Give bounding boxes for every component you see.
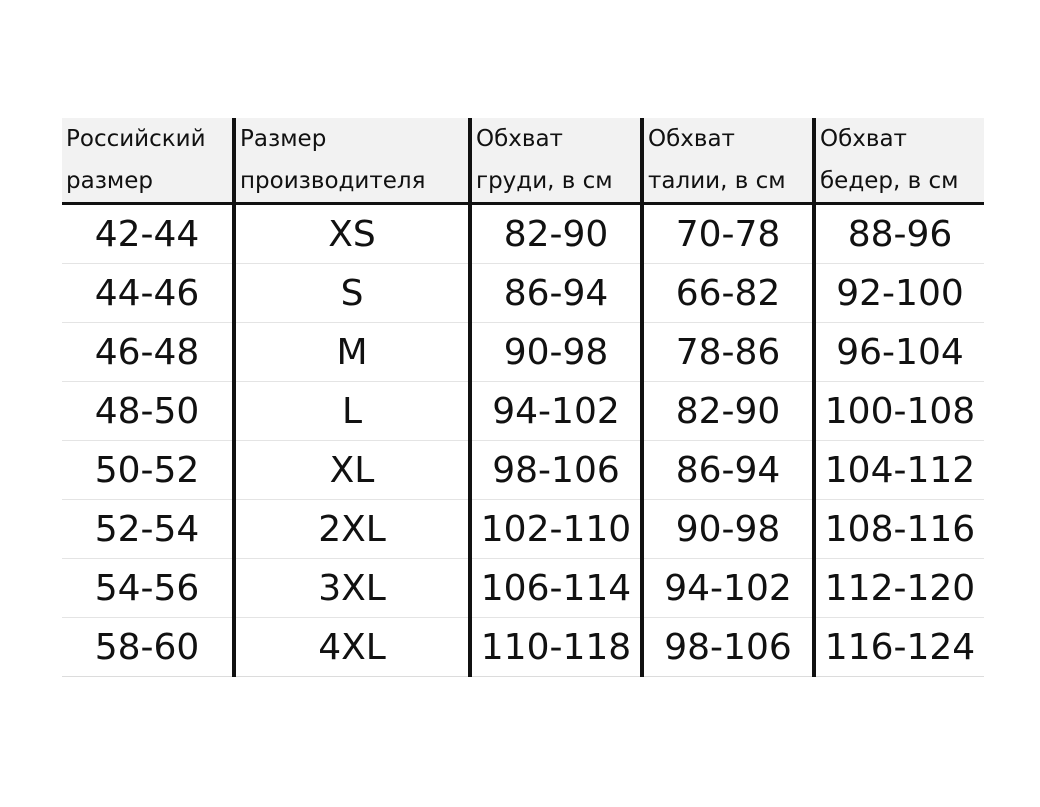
cell-hip-girth: 100-108 xyxy=(814,382,984,441)
cell-waist-girth: 86-94 xyxy=(642,441,814,500)
cell-hip-girth: 112-120 xyxy=(814,559,984,618)
cell-waist-girth: 94-102 xyxy=(642,559,814,618)
cell-chest-girth: 86-94 xyxy=(470,264,642,323)
cell-manufacturer-size: M xyxy=(234,323,470,382)
cell-manufacturer-size: S xyxy=(234,264,470,323)
cell-hip-girth: 104-112 xyxy=(814,441,984,500)
cell-chest-girth: 102-110 xyxy=(470,500,642,559)
cell-manufacturer-size: 4XL xyxy=(234,618,470,677)
header-row xyxy=(62,118,984,204)
cell-waist-girth: 98-106 xyxy=(642,618,814,677)
size-chart-table xyxy=(62,118,984,677)
cell-russian-size: 46-48 xyxy=(62,323,234,382)
cell-russian-size: 48-50 xyxy=(62,382,234,441)
cell-chest-girth: 98-106 xyxy=(470,441,642,500)
cell-manufacturer-size: 3XL xyxy=(234,559,470,618)
cell-russian-size: 58-60 xyxy=(62,618,234,677)
cell-russian-size: 42-44 xyxy=(62,204,234,264)
table-row xyxy=(62,559,984,618)
header-waist-girth: Обхват талии, в см xyxy=(642,118,814,204)
header-hip-girth: Обхват бедер, в см xyxy=(814,118,984,204)
cell-hip-girth: 116-124 xyxy=(814,618,984,677)
cell-waist-girth: 66-82 xyxy=(642,264,814,323)
cell-manufacturer-size: XL xyxy=(234,441,470,500)
cell-manufacturer-size: XS xyxy=(234,204,470,264)
cell-hip-girth: 92-100 xyxy=(814,264,984,323)
cell-russian-size: 50-52 xyxy=(62,441,234,500)
header-manufacturer-size: Размер производителя xyxy=(234,118,470,204)
cell-russian-size: 52-54 xyxy=(62,500,234,559)
table-row xyxy=(62,441,984,500)
table-row xyxy=(62,204,984,264)
table-row xyxy=(62,323,984,382)
table-row xyxy=(62,618,984,677)
cell-hip-girth: 96-104 xyxy=(814,323,984,382)
header-russian-size: Российский размер xyxy=(62,118,234,204)
cell-waist-girth: 70-78 xyxy=(642,204,814,264)
cell-chest-girth: 90-98 xyxy=(470,323,642,382)
cell-hip-girth: 88-96 xyxy=(814,204,984,264)
cell-chest-girth: 106-114 xyxy=(470,559,642,618)
cell-chest-girth: 110-118 xyxy=(470,618,642,677)
cell-hip-girth: 108-116 xyxy=(814,500,984,559)
table-row xyxy=(62,264,984,323)
cell-russian-size: 44-46 xyxy=(62,264,234,323)
cell-waist-girth: 78-86 xyxy=(642,323,814,382)
cell-waist-girth: 82-90 xyxy=(642,382,814,441)
cell-chest-girth: 82-90 xyxy=(470,204,642,264)
table-row xyxy=(62,382,984,441)
cell-manufacturer-size: L xyxy=(234,382,470,441)
table-row xyxy=(62,500,984,559)
cell-russian-size: 54-56 xyxy=(62,559,234,618)
cell-manufacturer-size: 2XL xyxy=(234,500,470,559)
cell-waist-girth: 90-98 xyxy=(642,500,814,559)
header-chest-girth: Обхват груди, в см xyxy=(470,118,642,204)
cell-chest-girth: 94-102 xyxy=(470,382,642,441)
